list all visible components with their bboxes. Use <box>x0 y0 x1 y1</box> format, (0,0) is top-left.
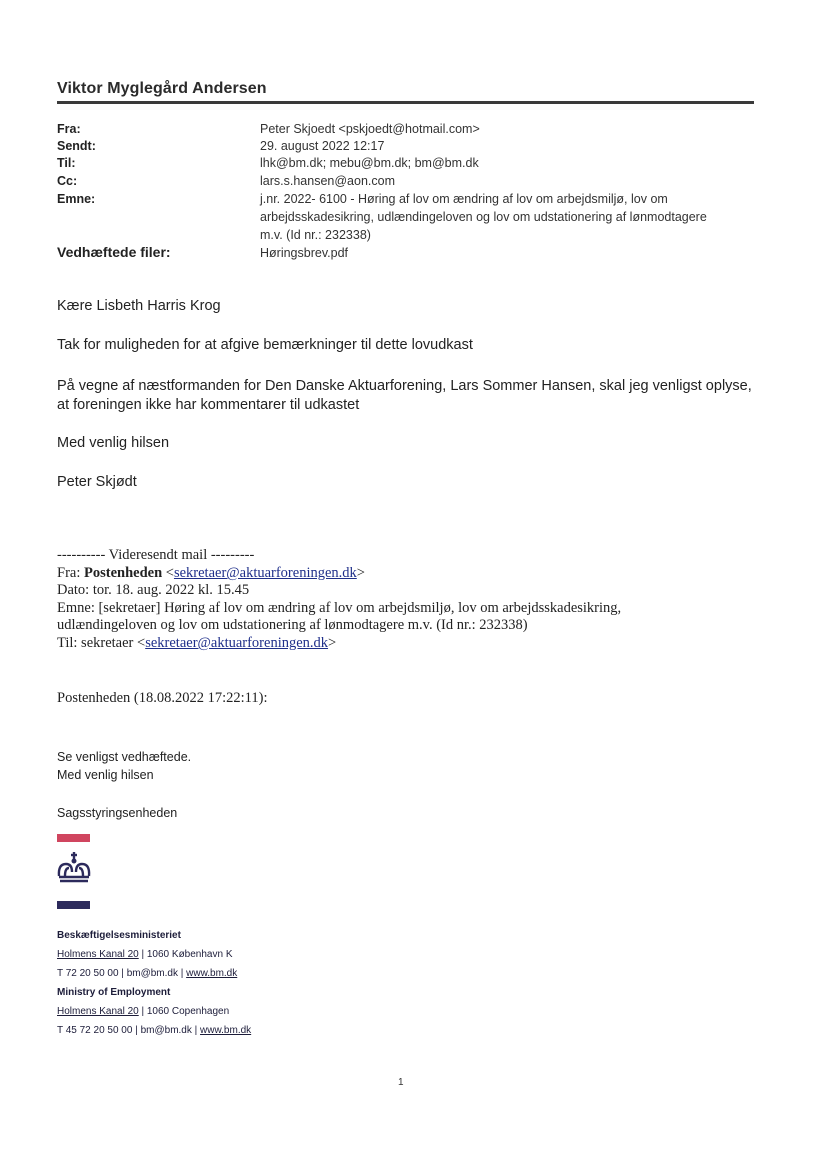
forward-to-prefix: Til: sekretaer <box>57 635 138 651</box>
attachment-file[interactable]: Høringsbrev.pdf <box>260 246 348 260</box>
ministry-name-en <box>57 987 170 999</box>
greeting: Kære Lisbeth Harris Krog <box>57 298 221 314</box>
to-label: Til: <box>57 156 76 170</box>
contact-phone-en: T 45 72 20 50 00 | bm@bm.dk | <box>57 1025 201 1036</box>
signature: Peter Skjødt <box>57 474 137 490</box>
forward-from-prefix: Fra: <box>57 565 84 581</box>
contact-en <box>57 1025 251 1037</box>
subject-label: Emne: <box>57 192 96 206</box>
contact-da <box>57 968 237 980</box>
forward-to: Til: sekretaer <sekretaer@aktuarforeningen.dk> <box>57 635 337 651</box>
subject-line-1: j.nr. 2022- 6100 - Høring af lov om ændring af lov om arbejdsmiljø, lov om <box>260 192 668 206</box>
ministry-name-da-text: Beskæftigelsesministeriet <box>57 930 181 941</box>
subject-line-3: m.v. (Id nr.: 232338) <box>260 228 371 242</box>
subject-line-2: arbejdsskadesikring, udlændingeloven og lov om udstationering af lønmodtagere <box>260 210 707 224</box>
forward-to-email-link[interactable]: sekretaer@aktuarforeningen.dk <box>145 635 329 651</box>
to-value: lhk@bm.dk; mebu@bm.dk; bm@bm.dk <box>260 156 479 170</box>
address-city-en: | 1060 Copenhagen <box>138 1006 230 1017</box>
crown-logo-icon <box>55 850 93 886</box>
forward-separator: ---------- Videresendt mail --------- <box>57 547 255 563</box>
postenheden-line: Postenheden (18.08.2022 17:22:11): <box>57 690 268 706</box>
ministry-name-en-text: Ministry of Employment <box>57 987 171 998</box>
inner-line-1: Se venligst vedhæftede. <box>57 750 192 764</box>
forward-from-name: Postenheden <box>83 565 163 581</box>
logo-bar-navy <box>57 901 90 909</box>
contact-phone-da: T 72 20 50 00 | bm@bm.dk | <box>57 968 187 979</box>
body-paragraph-1: Tak for muligheden for at afgive bemærkninger til dette lovudkast <box>57 337 473 353</box>
body-paragraph-2-line-1: På vegne af næstformanden for Den Danske Aktuarforening, Lars Sommer Hansen, skal jeg venligst oplyse, <box>57 378 752 394</box>
web-link-da[interactable]: www.bm.dk <box>186 968 238 979</box>
forward-from-email-link[interactable]: sekretaer@aktuarforeningen.dk <box>173 565 357 581</box>
address-en <box>57 1006 229 1018</box>
logo-bar-red <box>57 834 90 842</box>
unit-name: Sagsstyringsenheden <box>57 806 178 820</box>
from-value: Peter Skjoedt <pskjoedt@hotmail.com> <box>260 122 480 136</box>
address-street-da[interactable]: Holmens Kanal 20 <box>57 949 139 960</box>
attachments-label: Vedhæftede filer: <box>57 244 171 260</box>
from-label: Fra: <box>57 122 81 136</box>
cc-label: Cc: <box>57 174 78 188</box>
forward-subject-line-2: udlændingeloven og lov om udstationering af lønmodtagere m.v. (Id nr.: 232338) <box>57 617 528 633</box>
forward-date: Dato: tor. 18. aug. 2022 kl. 15.45 <box>57 582 250 598</box>
ministry-name-da <box>57 930 181 942</box>
forward-from: Fra: Postenheden <sekretaer@aktuarforeningen.dk> <box>57 565 365 581</box>
body-paragraph-2-line-2: at foreningen ikke har kommentarer til udkastet <box>57 397 360 413</box>
page-number: 1 <box>398 1077 404 1088</box>
address-da <box>57 949 233 961</box>
web-link-en[interactable]: www.bm.dk <box>200 1025 252 1036</box>
header-rule <box>57 101 754 104</box>
address-street-en[interactable]: Holmens Kanal 20 <box>57 1006 139 1017</box>
closing: Med venlig hilsen <box>57 435 170 451</box>
cc-value: lars.s.hansen@aon.com <box>260 174 395 188</box>
address-city-da: | 1060 København K <box>138 949 233 960</box>
sent-value: 29. august 2022 12:17 <box>260 139 385 153</box>
sent-label: Sendt: <box>57 139 96 153</box>
sender-name: Viktor Myglegård Andersen <box>57 80 267 97</box>
forward-subject-line-1: Emne: [sekretaer] Høring af lov om ændring af lov om arbejdsmiljø, lov om arbejdsskadesikring, <box>57 600 622 616</box>
inner-line-2: Med venlig hilsen <box>57 768 154 782</box>
